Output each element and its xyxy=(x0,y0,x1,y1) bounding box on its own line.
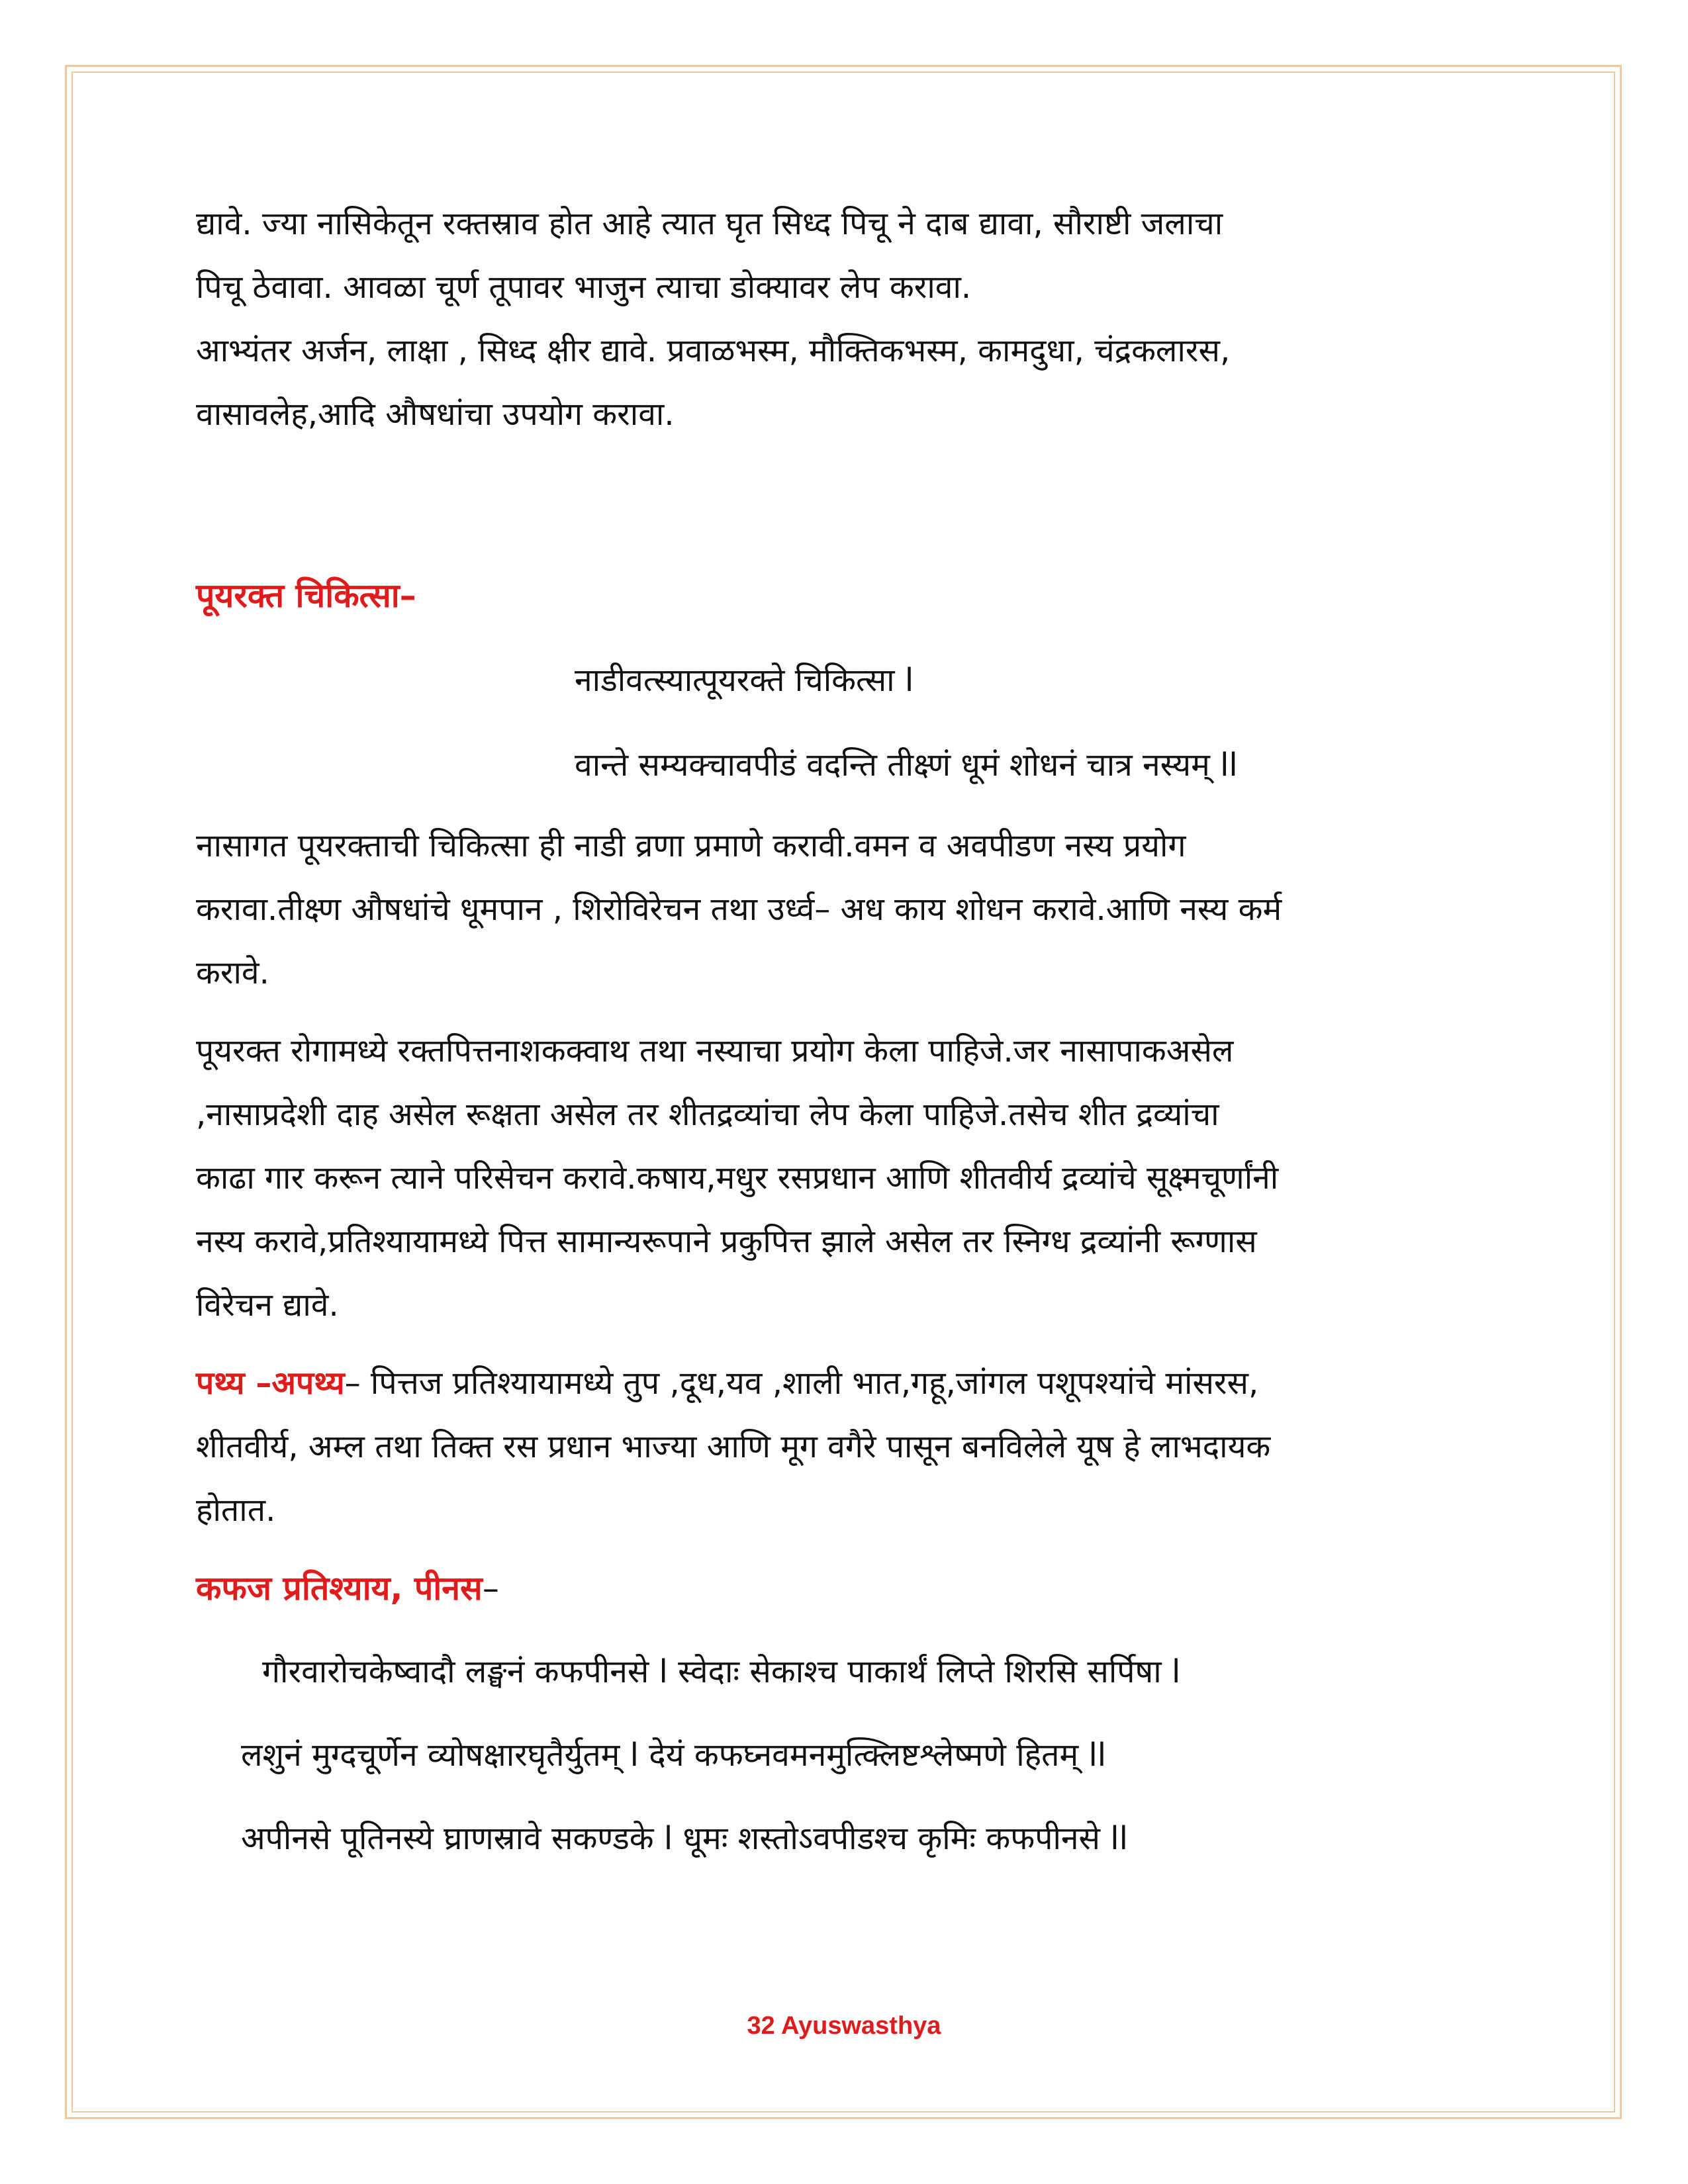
text-line: नस्य करावे,प्रतिश्यायामध्ये पित्त सामान्यरूपाने प्रकुपित्त झाले असेल तर स्निग्ध द्रव्यांनी रूग्णास xyxy=(196,1223,1257,1260)
page-content xyxy=(196,192,1507,1870)
section-heading-kaphaja xyxy=(196,1557,1507,1620)
text-line: करावे. xyxy=(196,954,269,991)
puyarakta-paragraph-1 xyxy=(196,814,1507,1005)
text-line: ,नासाप्रदेशी दाह असेल रूक्षता असेल तर शीतद्रव्यांचा लेप केला पाहिजे.तसेच शीत द्रव्यांचा xyxy=(196,1096,1219,1133)
pathya-label: पथ्य –अपथ्य xyxy=(196,1365,345,1402)
heading-text: कफज प्रतिश्याय, पीनस xyxy=(196,1569,483,1608)
heading-dash: – xyxy=(482,1569,499,1608)
text-line: नासागत पूयरक्ताची चिकित्सा ही नाडी व्रणा प्रमाणे करावी.वमन व अवपीडण नस्य प्रयोग xyxy=(196,827,1186,864)
verse-line: अपीनसे पूतिनस्ये घ्राणस्रावे सकण्डके l धूमः शस्तोऽवपीडश्च कृमिः कफपीनसे ll xyxy=(241,1820,1128,1857)
text-line: विरेचन द्यावे. xyxy=(196,1287,339,1324)
pathya-apathya-paragraph xyxy=(196,1351,1507,1542)
verse-line: लशुनं मुग्दचूर्णेन व्योषक्षारघृतैर्युतम् l देयं कफघ्नवमनमुत्क्लिष्टश्लेष्मणे हितम् ll xyxy=(241,1737,1107,1774)
verse-line: वान्ते सम्यक्चावपीडं वदन्ति तीक्ष्णं धूमं शोधनं चात्र नस्यम् ll xyxy=(575,747,1238,784)
text-line: शीतवीर्य, अम्ल तथा तिक्त रस प्रधान भाज्या आणि मूग वगैरे पासून बनविलेले यूष हे लाभदायक xyxy=(196,1428,1271,1465)
text-line: वासावलेह,आदि औषधांचा उपयोग करावा. xyxy=(196,396,675,433)
intro-paragraph xyxy=(196,192,1507,446)
text-line: होतात. xyxy=(196,1492,276,1529)
verse-line: गौरवारोचकेष्वादौ लङ्घनं कफपीनसे l स्वेदाः सेकाश्च पाकार्थं लिप्ते शिरसि सर्पिषा l xyxy=(262,1653,1181,1690)
pathya-dash: – xyxy=(344,1365,371,1402)
pathya-text: पित्तज प्रतिश्यायामध्ये तुप ,दूध,यव ,शाली भात,गहू,जांगल पशूपश्यांचे मांसरस, xyxy=(370,1365,1259,1402)
puyarakta-paragraph-2 xyxy=(196,1019,1507,1337)
page-footer: 32 Ayuswasthya xyxy=(747,2012,941,2040)
text-line xyxy=(196,1351,1507,1415)
text-line: द्यावे. ज्या नासिकेतून रक्तस्राव होत आहे त्यात घृत सिध्द पिचू ने दाब द्यावा, सौराष्टी जलाचा xyxy=(196,205,1223,242)
section-heading-puyarakta: पूयरक्त चिकित्सा– xyxy=(196,576,416,615)
text-line: पूयरक्त रोगामध्ये रक्तपित्तनाशकक्वाथ तथा नस्याचा प्रयोग केला पाहिजे.जर नासापाकअसेल xyxy=(196,1032,1234,1069)
text-line: आभ्यंतर अर्जन, लाक्षा , सिध्द क्षीर द्यावे. प्रवाळभस्म, मौक्तिकभस्म, कामदुधा, चंद्रकलारस, xyxy=(196,332,1231,369)
text-line: पिचू ठेवावा. आवळा चूर्ण तूपावर भाजुन त्याचा डोक्यावर लेप करावा. xyxy=(196,269,972,306)
text-line: करावा.तीक्ष्ण औषधांचे धूमपान , शिरोविरेचन तथा उर्ध्व– अध काय शोधन करावे.आणि नस्य कर्म xyxy=(196,891,1282,928)
verse-line: नाडीवत्स्यात्पूयरक्ते चिकित्सा l xyxy=(575,662,914,699)
text-line: काढा गार करून त्याने परिसेचन करावे.कषाय,मधुर रसप्रधान आणि शीतवीर्य द्रव्यांचे सूक्ष्मचूर्णांनी xyxy=(196,1160,1279,1197)
